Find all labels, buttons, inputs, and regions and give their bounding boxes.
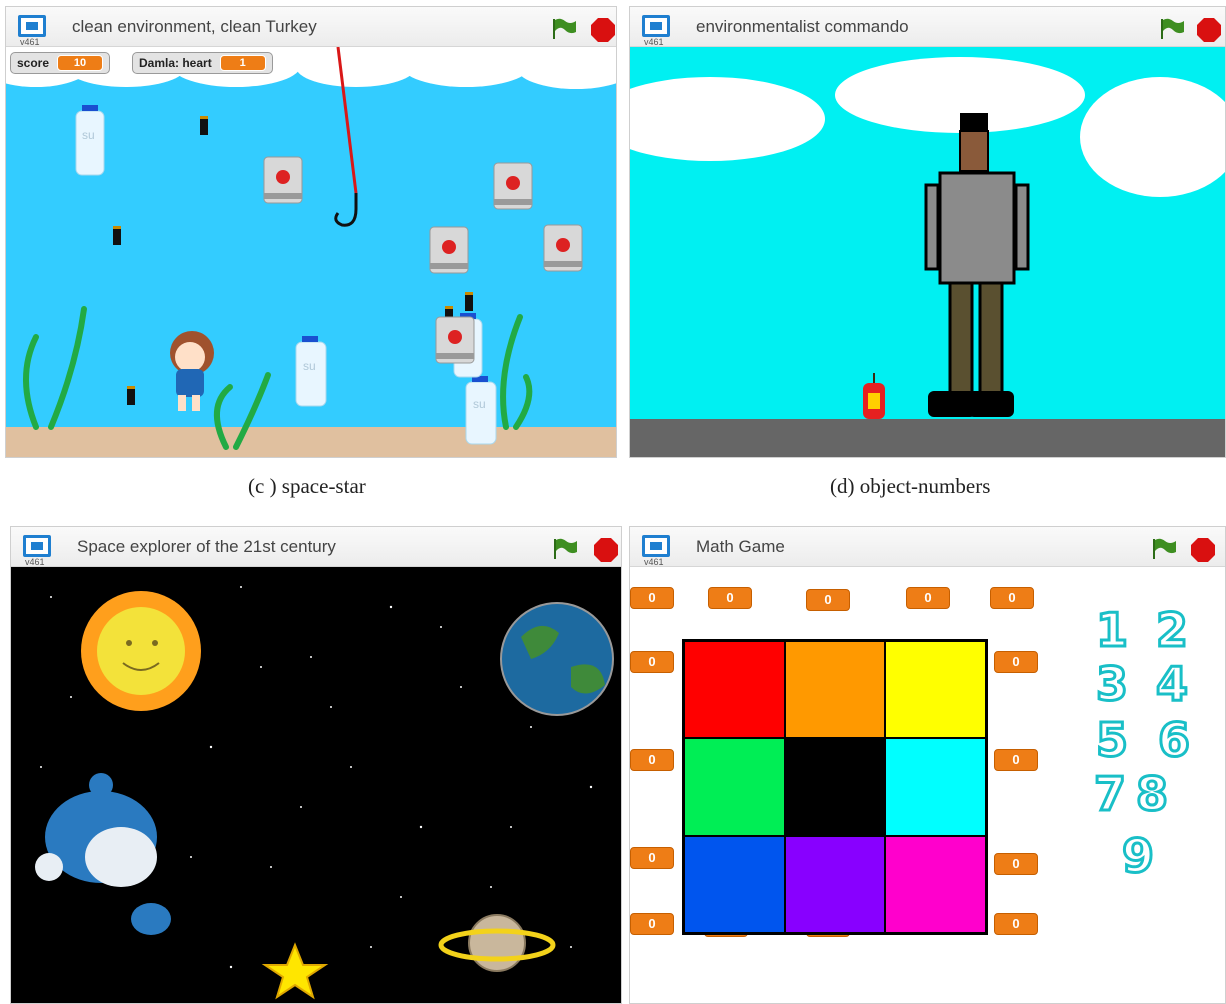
project-title: Math Game [696,537,785,556]
project-title: Space explorer of the 21st century [77,537,336,556]
color-grid [682,639,988,935]
project-panel-clean-environment [5,6,617,458]
version-label: v461 [644,557,664,567]
color-cell-green[interactable] [684,738,785,835]
project-title: clean environment, clean Turkey [72,17,317,36]
number-sprite-9[interactable]: 9 [1122,829,1155,883]
stage-scene [11,567,621,1003]
color-cell-cyan[interactable] [885,738,986,835]
stop-icon[interactable] [590,17,616,43]
stage[interactable] [11,567,621,1003]
road-ground [630,419,1225,457]
tomato-cans [264,157,582,363]
variable-monitor: 0 [806,589,850,611]
variable-monitor: 0 [994,853,1038,875]
number-sprite-1[interactable]: 1 [1096,603,1129,657]
apple-core-icon [863,373,885,419]
stop-icon[interactable] [1196,17,1222,43]
variable-monitor: 0 [630,847,674,869]
green-flag-icon[interactable] [551,537,579,561]
saturn-planet-icon [441,915,553,971]
variable-monitor: 0 [630,587,674,609]
version-label: v461 [20,37,40,47]
color-cell-magenta[interactable] [885,836,986,933]
star-icon [265,945,325,997]
water-bottles [76,105,496,444]
variable-monitor: 0 [994,749,1038,771]
sand-ground [6,427,616,457]
presentation-mode-icon[interactable] [23,535,51,557]
earth-icon [501,603,613,715]
version-label: v461 [644,37,664,47]
project-panel-math-game [629,526,1226,1004]
stage[interactable] [630,47,1225,457]
title-bar [630,7,1225,47]
presentation-mode-icon[interactable] [642,535,670,557]
color-cell-yellow[interactable] [885,641,986,738]
watcher-value: 1 [220,55,266,71]
project-title: environmentalist commando [696,17,909,36]
number-sprite-7[interactable]: 7 [1094,767,1127,821]
project-panel-space-explorer [10,526,622,1004]
stage-scene [6,47,616,457]
variable-watcher-heart [132,52,273,74]
sun-icon [81,591,201,711]
presentation-mode-icon[interactable] [18,15,46,37]
version-label: v461 [25,557,45,567]
watcher-label: Damla: heart [139,56,212,70]
green-flag-icon[interactable] [550,17,578,41]
presentation-mode-icon[interactable] [642,15,670,37]
hook-icon [336,193,356,225]
project-panel-environmentalist-commando [629,6,1226,458]
stage-scene [630,47,1225,457]
number-sprite-8[interactable]: 8 [1136,767,1169,821]
color-cell-red[interactable] [684,641,785,738]
color-cell-black[interactable] [785,738,886,835]
variable-monitor: 0 [994,651,1038,673]
astronaut-sprite [35,773,171,935]
stop-icon[interactable] [1190,537,1216,563]
title-bar [630,527,1225,567]
svg-text:su: su [303,359,316,373]
variable-monitor: 0 [630,749,674,771]
variable-monitor: 0 [906,587,950,609]
variable-monitor: 0 [708,587,752,609]
number-sprite-3[interactable]: 3 [1096,657,1129,711]
stop-icon[interactable] [593,537,619,563]
stage[interactable] [630,567,1225,1003]
variable-monitor: 0 [630,651,674,673]
color-cell-blue[interactable] [684,836,785,933]
variable-monitor: 0 [630,913,674,935]
title-bar [11,527,621,567]
number-sprite-4[interactable]: 4 [1156,657,1189,711]
watcher-label: score [17,56,50,70]
green-flag-icon[interactable] [1150,537,1178,561]
number-sprite-5[interactable]: 5 [1096,713,1129,767]
stage[interactable] [6,47,616,457]
number-sprite-2[interactable]: 2 [1156,603,1189,657]
variable-monitor: 0 [990,587,1034,609]
variable-monitor: 0 [994,913,1038,935]
girl-diver-sprite [170,331,214,411]
number-sprite-6[interactable]: 6 [1158,713,1191,767]
green-flag-icon[interactable] [1158,17,1186,41]
color-cell-orange[interactable] [785,641,886,738]
svg-text:su: su [473,397,486,411]
clouds [630,57,1225,197]
svg-text:su: su [82,128,95,142]
title-bar [6,7,616,47]
commando-soldier-sprite [926,113,1028,417]
color-cell-purple[interactable] [785,836,886,933]
caption-c: (c ) space-star [248,474,366,498]
watcher-value: 10 [57,55,103,71]
caption-d: (d) object-numbers [830,474,991,498]
variable-watcher-score [10,52,110,74]
